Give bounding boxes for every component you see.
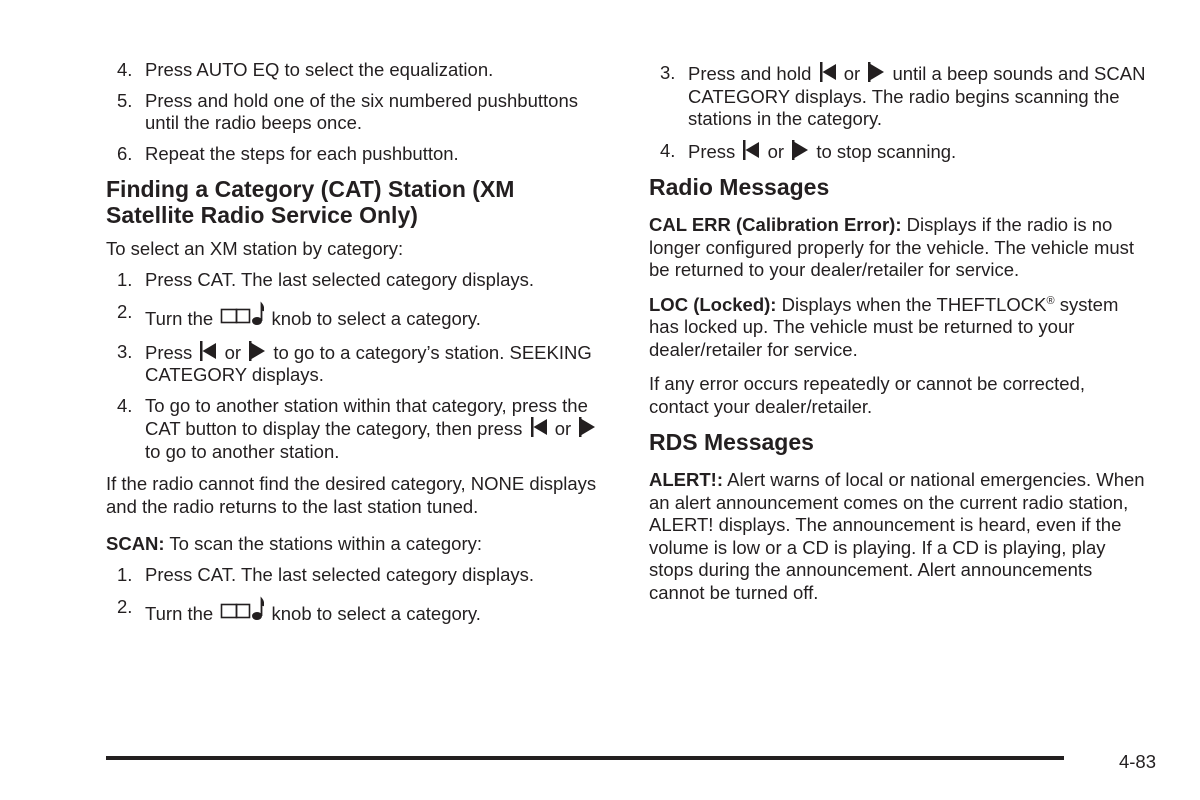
list-item: 6. Repeat the steps for each pushbutton. [117, 142, 459, 164]
list-item: 2. Turn the knob to select a category. [117, 301, 481, 329]
list-item: 1. Press CAT. The last selected category displays. [117, 563, 535, 585]
list-item: 5. Press and hold one of the six numbered pushbuttons until the radio beeps once. [117, 89, 578, 133]
scan-paragraph: SCAN: To scan the stations within a category: [106, 533, 483, 554]
section-heading-rds-messages: RDS Messages [649, 429, 814, 455]
seek-previous-icon [199, 341, 217, 361]
seek-next-icon [791, 140, 809, 160]
list-item: 1. Press CAT. The last selected category displays. [117, 268, 535, 290]
alert-paragraph: ALERT!: Alert warns of local or national emergencies. When an alert announcement comes on the current radio station, ALERT! displays. The announcement is heard, even if the volume is low or a CD is playing. If a CD is playing, play stops during the announcement. Alert announcements cannot be turned off. [649, 469, 1145, 603]
right-column [649, 58, 1149, 604]
loc-paragraph: LOC (Locked): Displays when the THEFTLOCK® system has locked up. The vehicle must be returned to your dealer/retailer for service. [649, 293, 1119, 360]
list-item: 4. Press or to stop scanning. [660, 139, 957, 162]
seek-next-icon [578, 417, 596, 437]
cal-err-paragraph: CAL ERR (Calibration Error): Displays if the radio is no longer configured properly for the vehicle. The vehicle must be returned to your dealer/retailer for service. [649, 214, 1135, 280]
list-item: 3. Press and hold or until a beep sounds and SCAN CATEGORY displays. The radio begins scanning the stations in the category. [660, 62, 1146, 129]
list-item: 4. To go to another station within that category, press the CAT button to display the category, then press or to go to another station. [106, 395, 616, 464]
seek-previous-icon [742, 140, 760, 160]
seek-next-icon [867, 62, 885, 82]
none-paragraph: If the radio cannot find the desired category, NONE displays and the radio returns to the last station tuned. [106, 473, 597, 517]
page-number: 4-83 [1118, 751, 1156, 772]
list-item: 4. Press AUTO EQ to select the equalization. [117, 59, 494, 80]
footer-rule [106, 756, 1064, 760]
seek-previous-icon [530, 417, 548, 437]
tune-knob-icon [220, 301, 264, 327]
section-heading-category: Finding a Category (CAT) Station (XM Satellite Radio Service Only) [106, 176, 515, 228]
section-heading-radio-messages: Radio Messages [649, 174, 830, 200]
tune-knob-icon [220, 596, 264, 622]
seek-next-icon [248, 341, 266, 361]
error-paragraph: If any error occurs repeatedly or cannot be corrected, contact your dealer/retailer. [649, 373, 1085, 417]
seek-previous-icon [819, 62, 837, 82]
list-item: 3. Press or to go to a category’s station. SEEKING CATEGORY displays. [117, 340, 592, 385]
left-column [106, 58, 616, 626]
list-item: 2. Turn the knob to select a category. [117, 596, 481, 624]
intro-text: To select an XM station by category: [106, 238, 404, 259]
